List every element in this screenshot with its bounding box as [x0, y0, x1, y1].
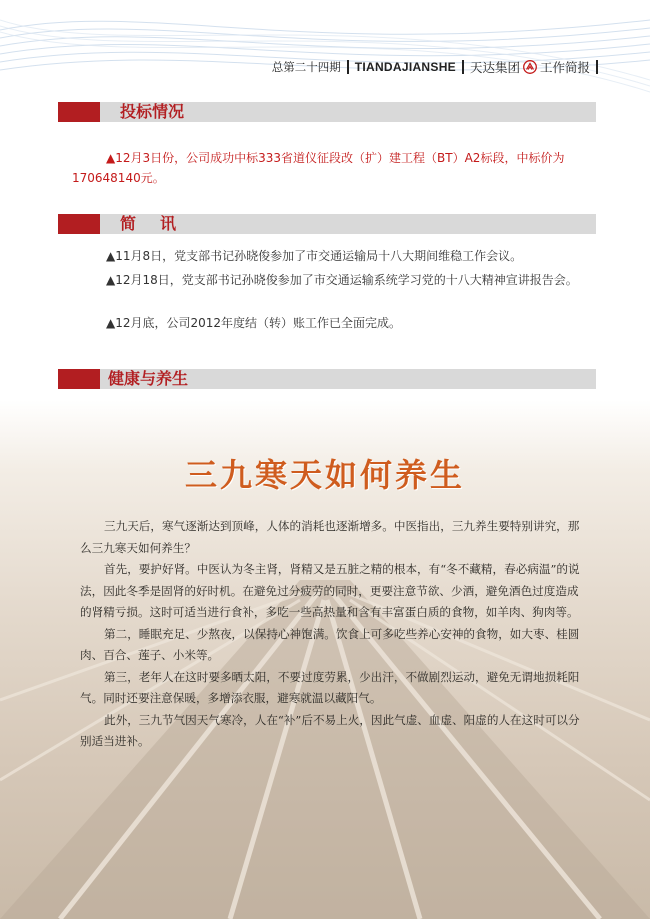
- section-title: 简 讯: [120, 214, 181, 233]
- article-paragraph: 三九天后，寒气逐渐达到顶峰，人体的消耗也逐渐增多。中医指出，三九养生要特别讲究，那么三九寒天如何养生？: [80, 519, 580, 555]
- header-divider: [596, 60, 598, 74]
- article-body: [80, 516, 580, 753]
- section-header-news: [58, 214, 596, 234]
- header-divider: [462, 60, 464, 74]
- group-name: 天达集团: [469, 60, 520, 75]
- news-item: ▲11月8日，党支部书记孙晓俊参加了市交通运输局十八大期间维稳工作会议。: [106, 249, 523, 263]
- header-wave-decoration: [0, 0, 650, 100]
- section-marker: [58, 369, 100, 389]
- header-divider: [347, 60, 349, 74]
- section-marker: [58, 102, 100, 122]
- article-paragraph: 此外，三九节气因天气寒冷，人在“补”后不易上火，因此气虚、血虚、阳虚的人在这时可以分别适当进补。: [80, 712, 580, 748]
- brand-name: TIANDAJIANSHE: [354, 60, 456, 74]
- article-paragraph: 首先，要护好肾。中医认为冬主肾，肾精又是五脏之精的根本，有“冬不藏精，春必病温”的说法，因此冬季是固肾的好时机。在避免过分疲劳的同时，更要注意节欲、少酒，避免酒色过度造成的肾精亏损。这时可适当进行食补，多吃一些高热量和含有丰富蛋白质的食物，如羊肉、狗肉等。: [80, 562, 580, 619]
- company-logo-icon: [523, 60, 537, 74]
- section-title: 投标情况: [120, 102, 185, 121]
- publication-name: 工作简报: [539, 60, 590, 75]
- article-title: 三九寒天如何养生: [184, 456, 465, 494]
- running-header: [272, 58, 604, 76]
- article-paragraph: 第二，睡眠充足、少熬夜，以保持心神饱满。饮食上可多吃些养心安神的食物，如大枣、桂圆肉、百合、莲子、小米等。: [80, 626, 580, 662]
- article-paragraph: 第三，老年人在这时要多晒太阳，不要过度劳累，少出汗，不做剧烈运动，避免无谓地损耗阳气。同时还要注意保暖，多增添衣服，避寒就温以藏阳气。: [80, 669, 580, 705]
- section-header-health: [58, 369, 596, 389]
- section-header-bidding: [58, 102, 596, 122]
- news-item: ▲12月18日，党支部书记孙晓俊参加了市交通运输系统学习党的十八大精神宣讲报告会。: [106, 273, 578, 287]
- issue-number: 总第二十四期: [271, 60, 341, 74]
- bidding-item: ▲12月3日份，公司成功中标333省道仪征段改（扩）建工程（BT）A2标段，中标价为170648140元。: [72, 151, 565, 185]
- section-title: 健康与养生: [108, 369, 189, 388]
- news-item: ▲12月底，公司2012年度结（转）账工作已全面完成。: [106, 316, 402, 330]
- section-marker: [58, 214, 100, 234]
